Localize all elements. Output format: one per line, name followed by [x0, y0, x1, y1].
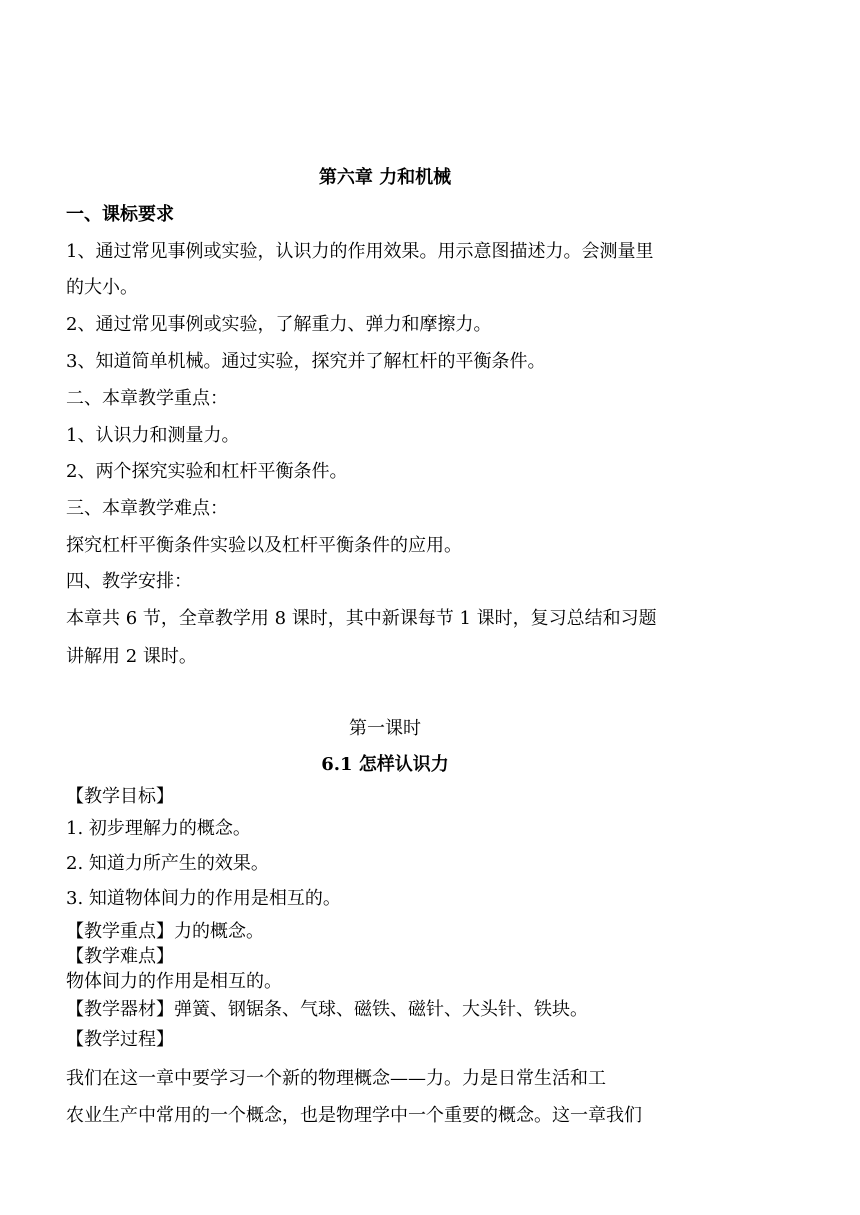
objective-item: 2. 知道力所产生的效果。 [66, 853, 269, 874]
section4-line1: 本章共 6 节，全章教学用 8 课时，其中新课每节 1 课时，复习总结和习题 [66, 608, 657, 629]
chapter-title: 第六章 力和机械 [318, 167, 452, 188]
difficulty-heading: 【教学难点】 [66, 946, 174, 967]
process-line2: 农业生产中常用的一个概念，也是物理学中一个重要的概念。这一章我们 [66, 1105, 642, 1126]
section1-heading: 一、课标要求 [66, 204, 174, 225]
difficulty-text: 物体间力的作用是相互的。 [66, 971, 282, 992]
section2-item1: 1、认识力和测量力。 [66, 425, 240, 446]
key-point: 【教学重点】力的概念。 [66, 921, 264, 942]
objective-item: 1. 初步理解力的概念。 [66, 818, 251, 839]
section3-text: 探究杠杆平衡条件实验以及杠杆平衡条件的应用。 [66, 535, 462, 556]
section4-line2: 讲解用 2 课时。 [66, 646, 197, 667]
section4-heading: 四、教学安排： [66, 571, 192, 592]
lesson-label: 第一课时 [349, 718, 421, 739]
equipment: 【教学器材】弹簧、钢锯条、气球、磁铁、磁针、大头针、铁块。 [66, 999, 588, 1020]
process-line1: 我们在这一章中要学习一个新的物理概念——力。力是日常生活和工 [66, 1068, 606, 1089]
section1-item1-line2: 的大小。 [66, 277, 138, 298]
section1-item2: 2、通过常见事例或实验，了解重力、弹力和摩擦力。 [66, 314, 492, 335]
section1-item3: 3、知道简单机械。通过实验，探究并了解杠杆的平衡条件。 [66, 351, 546, 372]
section2-heading: 二、本章教学重点： [66, 388, 228, 409]
section2-item2: 2、两个探究实验和杠杆平衡条件。 [66, 461, 348, 482]
objective-item: 3. 知道物体间力的作用是相互的。 [66, 888, 341, 909]
section1-item1-line1: 1、通过常见事例或实验，认识力的作用效果。用示意图描述力。会测量里 [66, 241, 654, 262]
lesson-title: 6.1 怎样认识力 [321, 754, 449, 775]
section3-heading: 三、本章教学难点： [66, 498, 228, 519]
process-heading: 【教学过程】 [66, 1029, 174, 1050]
objectives-heading: 【教学目标】 [66, 786, 174, 807]
